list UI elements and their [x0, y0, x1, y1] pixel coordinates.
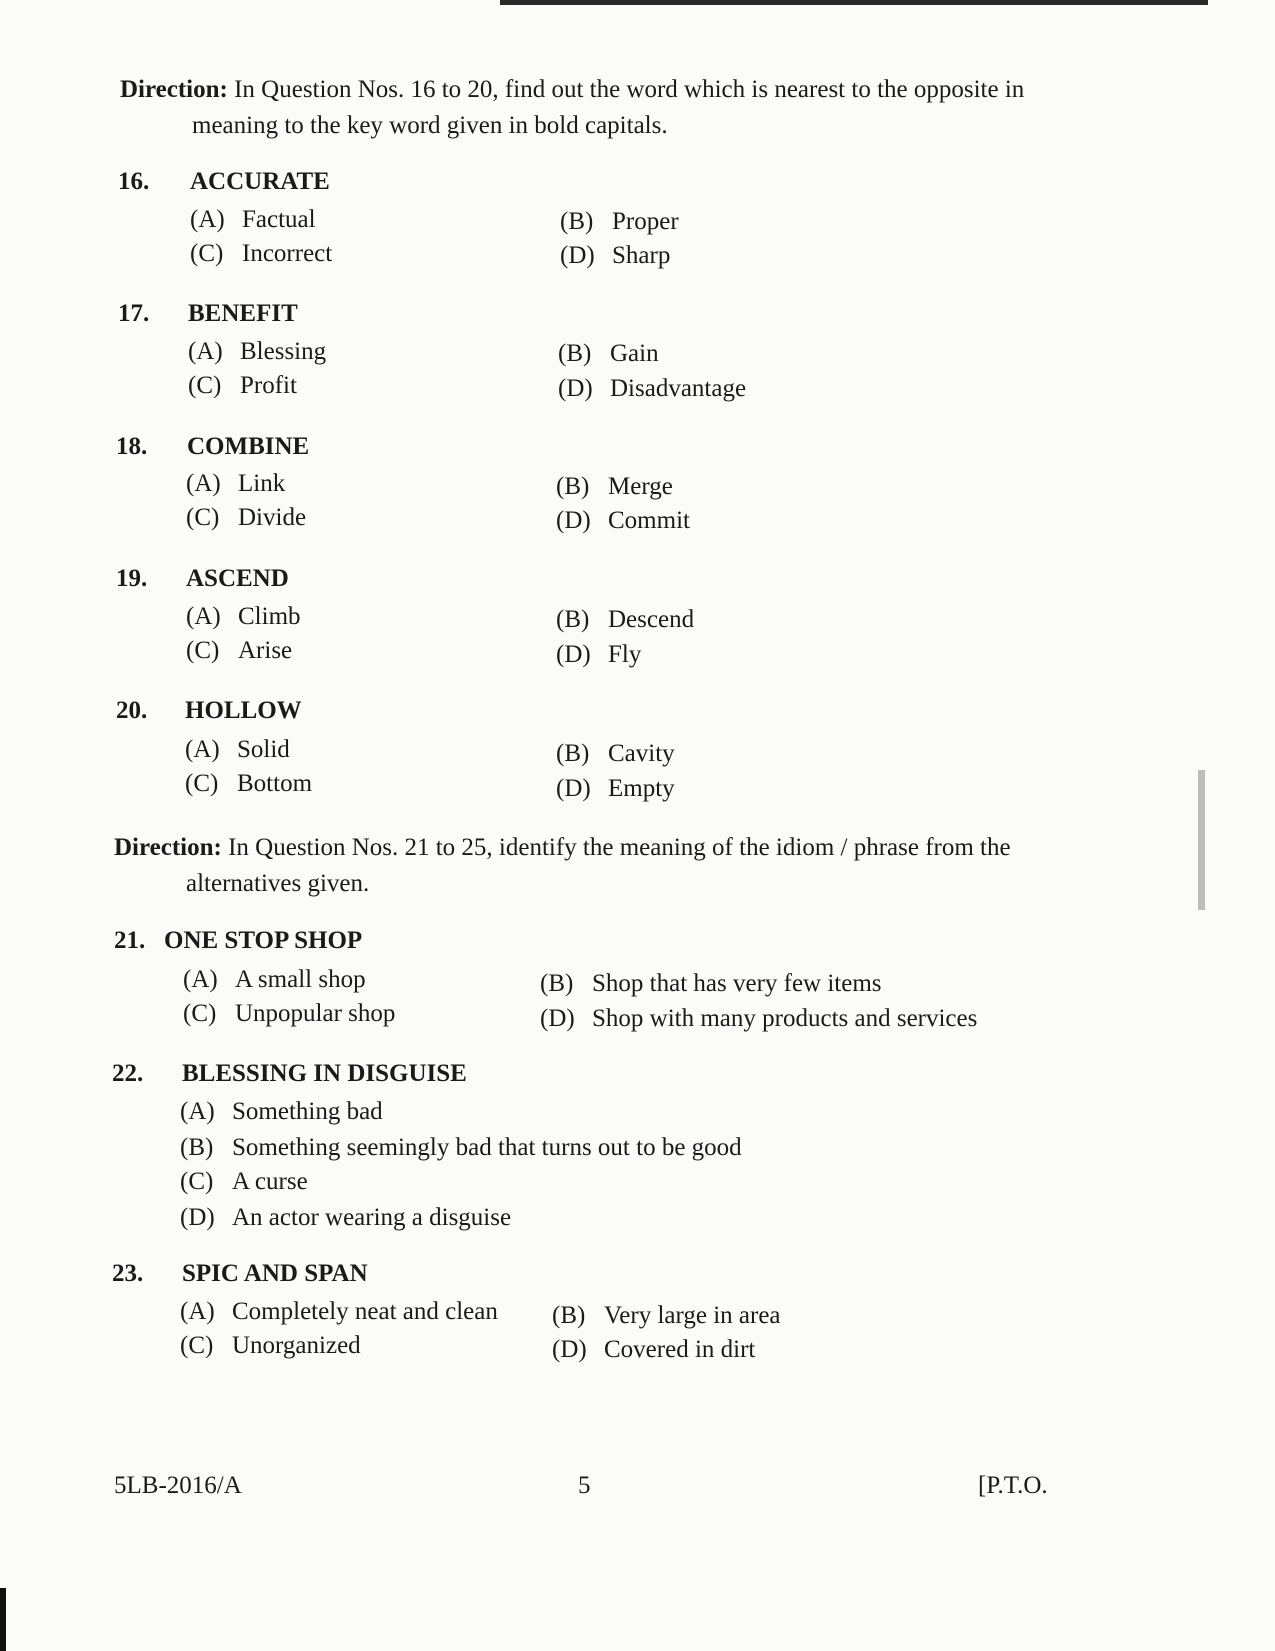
option-b[interactable]: (B) Cavity — [556, 740, 675, 767]
option-d[interactable]: (D) Sharp — [560, 242, 671, 269]
option-b[interactable]: (B) Shop that has very few items — [540, 970, 882, 997]
scan-binding-shadow — [1198, 770, 1205, 910]
direction-label: Direction: — [114, 834, 222, 861]
question-number: 22. — [112, 1060, 144, 1087]
option-d[interactable]: (D) Disadvantage — [558, 375, 747, 402]
question-keyword: HOLLOW — [185, 697, 302, 724]
direction-label: Direction: — [120, 76, 228, 103]
question-keyword: BLESSING IN DISGUISE — [182, 1060, 467, 1087]
option-c[interactable]: (C) Incorrect — [190, 240, 333, 267]
footer-pto: [P.T.O. — [978, 1472, 1048, 1499]
option-d[interactable]: (D) Covered in dirt — [552, 1336, 756, 1363]
option-a[interactable]: (A) Solid — [185, 736, 290, 763]
question-number: 18. — [116, 433, 148, 460]
option-a[interactable]: (A) Link — [186, 470, 286, 497]
top-rule — [500, 0, 1208, 5]
question-number: 19. — [116, 565, 148, 592]
option-c[interactable]: (C) Bottom — [185, 770, 313, 797]
direction-idioms — [114, 830, 1096, 902]
option-d[interactable]: (D) Empty — [556, 775, 675, 802]
option-d[interactable]: (D) Shop with many products and services — [540, 1005, 978, 1032]
option-a[interactable]: (A) Completely neat and clean — [180, 1298, 498, 1325]
option-a[interactable]: (A) Factual — [190, 206, 316, 233]
option-b[interactable]: (B) Something seemingly bad that turns out to be good — [180, 1134, 742, 1161]
option-b[interactable]: (B) Proper — [560, 208, 679, 235]
option-b[interactable]: (B) Gain — [558, 340, 659, 367]
question-number: 17. — [118, 300, 150, 327]
option-a[interactable]: (A) A small shop — [183, 966, 366, 993]
question-keyword: ACCURATE — [190, 168, 330, 195]
option-b[interactable]: (B) Merge — [556, 473, 673, 500]
scan-edge-mark — [0, 1588, 6, 1651]
option-a[interactable]: (A) Climb — [186, 603, 301, 630]
option-a[interactable]: (A) Blessing — [188, 338, 327, 365]
option-c[interactable]: (C) Unorganized — [180, 1332, 361, 1359]
question-keyword: COMBINE — [187, 433, 310, 460]
question-number: 21. — [114, 927, 146, 954]
footer-paper-code: 5LB-2016/A — [114, 1472, 242, 1499]
option-d[interactable]: (D) An actor wearing a disguise — [180, 1204, 512, 1231]
direction-text: In Question Nos. 21 to 25, identify the meaning of the idiom / phrase from the alternatives given. — [186, 834, 1011, 897]
question-keyword: ONE STOP SHOP — [164, 927, 363, 954]
option-c[interactable]: (C) Divide — [186, 504, 307, 531]
question-keyword: ASCEND — [186, 565, 289, 592]
direction-text: In Question Nos. 16 to 20, find out the word which is nearest to the opposite in meaning to the key word given in bold capitals. — [192, 76, 1025, 139]
question-number: 20. — [116, 697, 148, 724]
option-c[interactable]: (C) Profit — [188, 372, 297, 399]
question-keyword: BENEFIT — [188, 300, 298, 327]
option-d[interactable]: (D) Fly — [556, 641, 642, 668]
option-b[interactable]: (B) Very large in area — [552, 1302, 781, 1329]
option-b[interactable]: (B) Descend — [556, 606, 695, 633]
question-keyword: SPIC AND SPAN — [182, 1260, 368, 1287]
question-number: 16. — [118, 168, 150, 195]
option-a[interactable]: (A) Something bad — [180, 1098, 383, 1125]
option-c[interactable]: (C) A curse — [180, 1168, 308, 1195]
option-d[interactable]: (D) Commit — [556, 507, 690, 534]
footer-page-number: 5 — [578, 1472, 591, 1499]
option-c[interactable]: (C) Arise — [186, 637, 293, 664]
option-c[interactable]: (C) Unpopular shop — [183, 1000, 396, 1027]
question-number: 23. — [112, 1260, 144, 1287]
direction-antonyms — [120, 72, 1092, 144]
